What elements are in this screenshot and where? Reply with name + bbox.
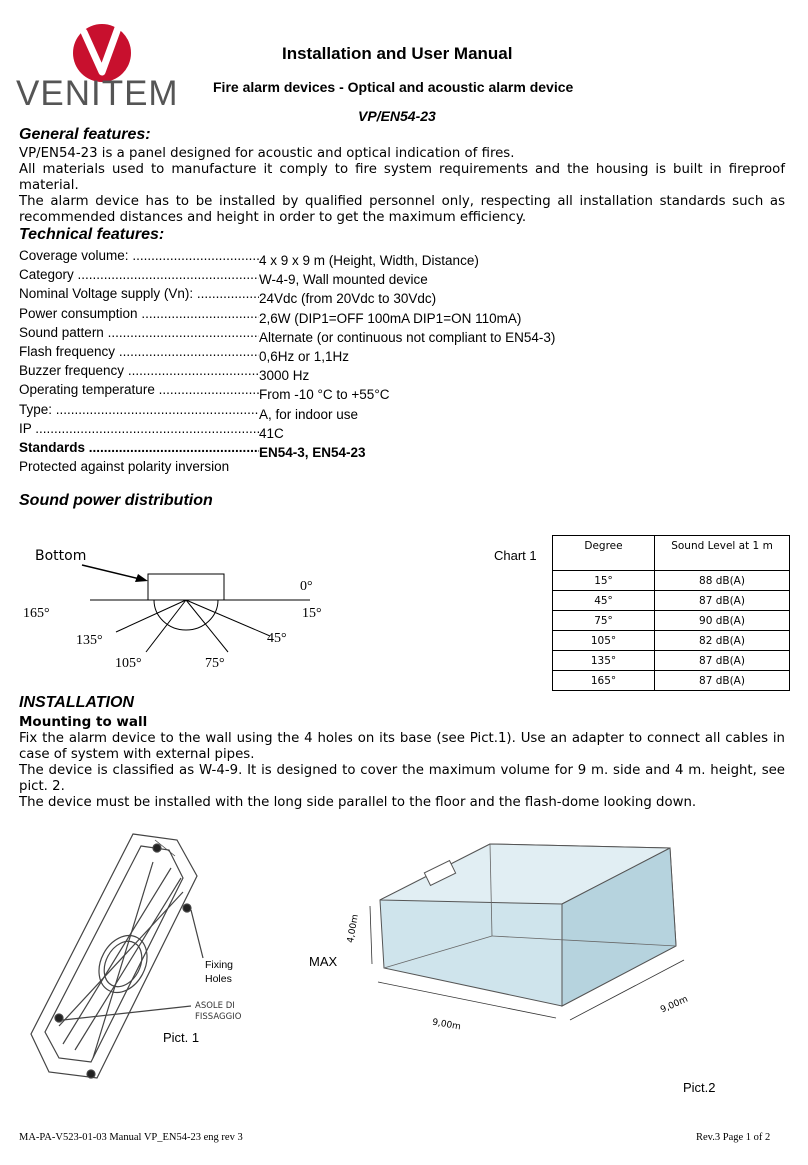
spec-label: Nominal Voltage supply (Vn): ..... [19, 284, 259, 303]
spec-label: Type: ..... [19, 400, 259, 419]
spec-value: A, for indoor use [259, 406, 359, 422]
fixing-line: Fixing [205, 959, 234, 971]
spec-value: 41C [259, 425, 284, 441]
spec-row [19, 304, 619, 326]
table-cell: 75° [553, 611, 655, 631]
table-header-cell: Sound Level at 1 m [655, 536, 790, 571]
asole-label [195, 1001, 241, 1023]
fixing-holes-label [205, 958, 233, 986]
footer-right: Rev.3 Page 1 of 2 [696, 1132, 771, 1143]
table-cell: 82 dB(A) [655, 631, 790, 651]
spec-row [19, 400, 619, 422]
angle-label: 15° [302, 606, 322, 621]
spec-label: Buzzer frequency ..... [19, 361, 259, 380]
spec-value: 24Vdc (from 20Vdc to 30Vdc) [259, 291, 437, 307]
spec-label: Operating temperature ..... [19, 380, 259, 399]
fixing-line: Holes [205, 973, 232, 985]
pict1-caption: Pict. 1 [163, 1030, 200, 1045]
table-cell: 87 dB(A) [655, 651, 790, 671]
spec-label: Flash frequency ..... [19, 342, 259, 361]
angle-label: 75° [205, 656, 225, 671]
table-row [553, 591, 790, 611]
angle-label: 45° [267, 631, 287, 646]
spec-label: Category ..... [19, 265, 259, 284]
angle-label: 165° [23, 606, 50, 621]
general-line: The alarm device has to be installed by qualified personnel only, respecting all installation standards such as recommended distances and height in order to get the maximum efficiency. [19, 194, 785, 225]
spec-row-standards [19, 438, 619, 461]
technical-heading: Technical features: [19, 226, 165, 243]
installation-line: The device is classified as W-4-9. It is designed to cover the maximum volume for 9 m. side and 4 m. height, see pict. 2. [19, 763, 785, 794]
general-line: VP/EN54-23 is a panel designed for acoustic and optical indication of fires. [19, 146, 515, 161]
spec-label: Standards ..... [19, 438, 259, 457]
dimension-width: 9,00m [431, 1017, 462, 1033]
table-cell: 87 dB(A) [655, 671, 790, 691]
model-name: VP/EN54-23 [358, 108, 436, 124]
angle-label: 135° [76, 633, 103, 648]
table-cell: 88 dB(A) [655, 571, 790, 591]
table-cell: 165° [553, 671, 655, 691]
installation-subheading: Mounting to wall [19, 714, 148, 730]
polarity-note: Protected against polarity inversion [19, 459, 230, 475]
spec-row [19, 265, 619, 288]
sound-diagram [20, 540, 360, 680]
spec-label: IP ..... [19, 419, 259, 438]
spec-label: Sound pattern ..... [19, 323, 259, 342]
spec-value: Alternate (or continuous not compliant to EN54-3) [259, 329, 556, 345]
sound-heading: Sound power distribution [19, 492, 213, 509]
asole-line: ASOLE DI [195, 1001, 235, 1011]
table-cell: 87 dB(A) [655, 591, 790, 611]
table-row [553, 571, 790, 591]
general-text [19, 146, 785, 226]
installation-line: The device must be installed with the long side parallel to the floor and the flash-dome looking down. [19, 795, 697, 810]
installation-text [19, 731, 785, 811]
general-heading: General features: [19, 126, 151, 143]
dimension-height: 4,00m [346, 913, 361, 944]
table-cell: 105° [553, 631, 655, 651]
spec-row [19, 284, 619, 307]
spec-value: 3000 Hz [259, 368, 310, 384]
table-cell: 90 dB(A) [655, 611, 790, 631]
general-line: All materials used to manufacture it comply to fire system requirements and the housing is built in fireproof material. [19, 162, 785, 193]
installation-heading: INSTALLATION [19, 694, 134, 711]
spec-value: 4 x 9 x 9 m (Height, Width, Distance) [259, 253, 479, 269]
table-row [553, 671, 790, 691]
spec-row [19, 246, 619, 269]
table-row [553, 631, 790, 651]
sound-level-table [552, 535, 790, 691]
table-row [553, 611, 790, 631]
device-base-illustration [15, 826, 275, 1090]
table-row [553, 651, 790, 671]
pict1-figure [15, 826, 275, 1090]
spec-label: Power consumption ..... [19, 304, 259, 323]
angle-label: 0° [300, 579, 313, 594]
page-subtitle: Fire alarm devices - Optical and acoustic alarm device [213, 79, 574, 95]
dimension-depth: 9,00m [659, 994, 690, 1016]
brand-logo [14, 22, 184, 112]
spec-row [19, 323, 619, 345]
pict2-caption: Pict.2 [683, 1080, 716, 1095]
table-cell: 135° [553, 651, 655, 671]
table-header-row [553, 536, 790, 571]
spec-row [19, 380, 619, 403]
pict2-figure [346, 834, 770, 1084]
chart-label: Chart 1 [494, 548, 537, 563]
spec-value: EN54-3, EN54-23 [259, 445, 366, 461]
spec-label: Coverage volume: ..... [19, 246, 259, 265]
spec-value: From -10 °C to +55°C [259, 387, 390, 403]
coverage-volume-illustration [350, 834, 770, 1084]
diagram-bottom-label: Bottom [35, 548, 87, 564]
angle-label: 105° [115, 656, 142, 671]
spec-value: W-4-9, Wall mounted device [259, 272, 428, 288]
page-title: Installation and User Manual [282, 44, 513, 63]
table-cell: 15° [553, 571, 655, 591]
asole-line: FISSAGGIO [195, 1012, 242, 1022]
table-cell: 45° [553, 591, 655, 611]
technical-spec-list [19, 246, 619, 476]
spec-value: 2,6W (DIP1=OFF 100mA DIP1=ON 110mA) [259, 310, 522, 326]
installation-line: Fix the alarm device to the wall using the 4 holes on its base (see Pict.1). Use an adapter to connect all cables in case of system with external pipes. [19, 731, 785, 762]
brand-name: VENITEM [16, 74, 179, 113]
footer-left: MA-PA-V523-01-03 Manual VP_EN54-23 eng rev 3 [19, 1132, 243, 1143]
table-header-cell: Degree [553, 536, 655, 571]
max-label: MAX [309, 954, 338, 969]
spec-value: 0,6Hz or 1,1Hz [259, 349, 350, 365]
